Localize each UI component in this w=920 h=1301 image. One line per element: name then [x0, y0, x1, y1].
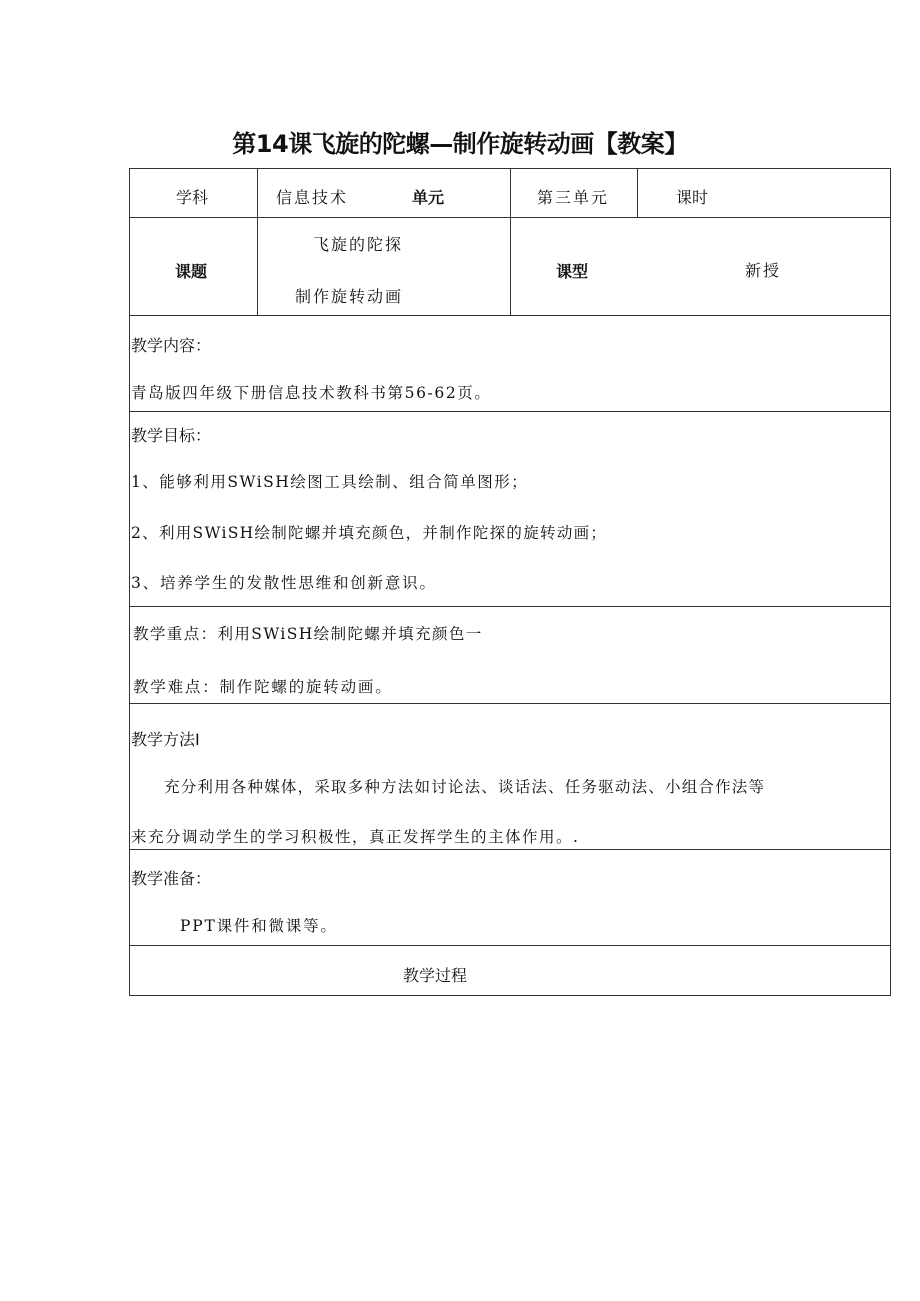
method-text-line-1: 充分利用各种媒体，采取多种方法如讨论法、谈话法、任务驱动法、小组合作法等	[164, 778, 766, 796]
topic-label: 课题	[175, 262, 208, 281]
row-divider	[130, 606, 890, 607]
row-divider	[130, 315, 890, 316]
process-heading: 教学过程	[402, 966, 467, 985]
prep-heading: 教学准备：	[131, 869, 212, 888]
content-text: 青岛版四年级下册信息技术教科书第56-62页。	[131, 384, 492, 402]
column-divider	[510, 169, 511, 315]
topic-line-1: 飞旋的陀探	[313, 235, 404, 254]
goal-item: 3、培养学生的发散性思维和创新意识。	[131, 574, 437, 592]
difficulty-point: 教学难点：制作陀螺的旋转动画。	[133, 678, 393, 696]
unit-value: 第三单元	[537, 188, 610, 207]
goal-item: 2、利用SWiSH绘制陀螺并填充颜色，并制作陀探的旋转动画；	[131, 524, 608, 542]
subject-label: 学科	[176, 188, 209, 207]
method-heading: 教学方法I	[131, 730, 200, 749]
row-divider	[130, 703, 890, 704]
prep-text: PPT课件和微课等。	[180, 917, 338, 935]
unit-label: 单元	[412, 188, 445, 207]
key-point: 教学重点：利用SWiSH绘制陀螺并填充颜色一	[133, 625, 483, 643]
class-hours-label: 课时	[676, 188, 709, 207]
method-text-line-2: 来充分调动学生的学习积极性，真正发挥学生的主体作用。.	[131, 828, 580, 846]
lesson-type-label: 课型	[556, 262, 589, 281]
column-divider	[637, 169, 638, 217]
row-divider	[130, 945, 890, 946]
topic-line-2: 制作旋转动画	[295, 287, 404, 306]
document-title: 第14课飞旋的陀螺—制作旋转动画【教案】	[232, 130, 688, 158]
column-divider	[257, 169, 258, 315]
row-divider	[130, 411, 890, 412]
goals-heading: 教学目标：	[131, 426, 212, 445]
content-heading: 教学内容：	[131, 336, 212, 355]
row-divider	[130, 849, 890, 850]
goal-item: 1、能够利用SWiSH绘图工具绘制、组合简单图形；	[131, 473, 529, 491]
subject-value: 信息技术	[276, 188, 349, 207]
lesson-plan-table	[129, 168, 891, 996]
lesson-type-value: 新授	[745, 261, 782, 280]
